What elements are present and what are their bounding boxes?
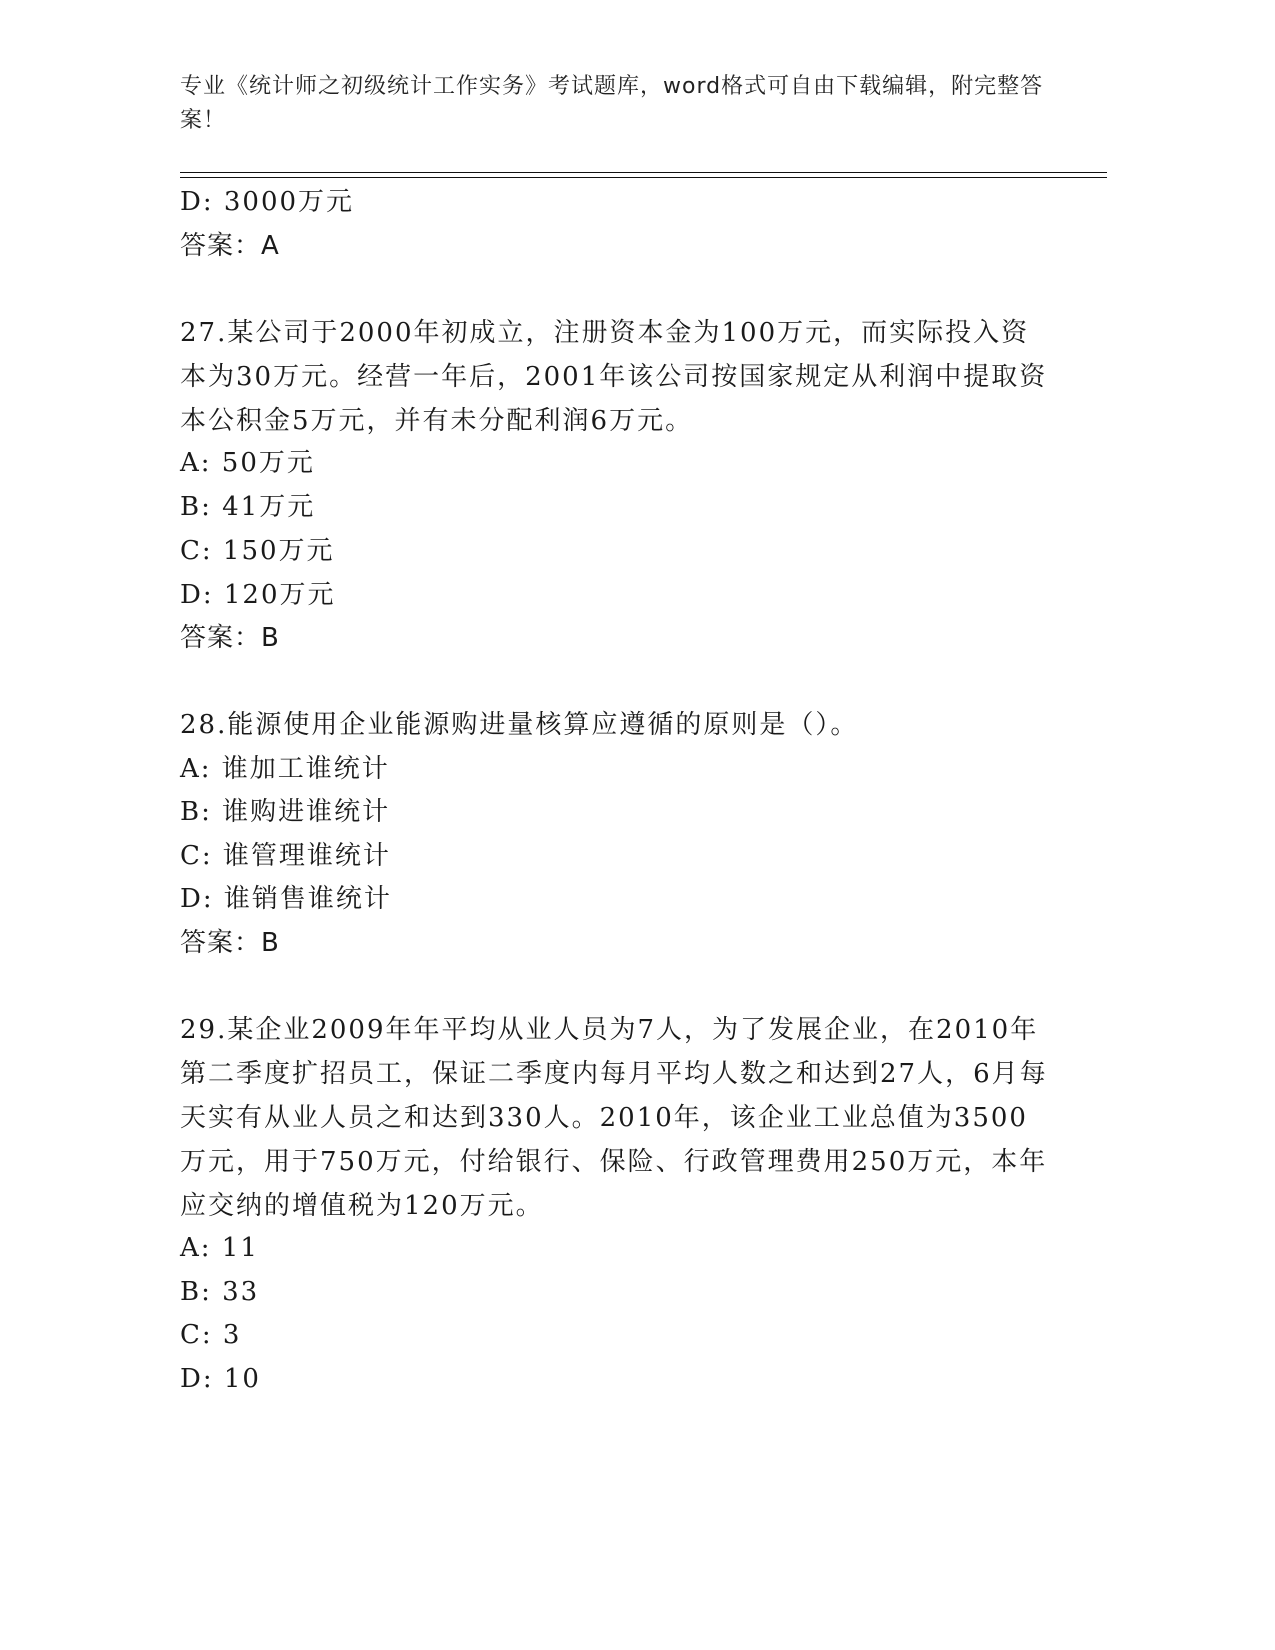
question-29-stem: 29.某企业2009年年平均从业人员为7人，为了发展企业，在2010年第二季度扩招员工，保证二季度内每月平均人数之和达到27人，6月每天实有从业人员之和达到330人。2010年，该企业工业总值为3500万元，用于750万元，付给银行、保险、行政管理费用250万元，本年应交纳的增值税为120万元。 (180, 1015, 1048, 1221)
question-27-option-b: B: 41万元 (180, 492, 316, 522)
page-header: 专业《统计师之初级统计工作实务》考试题库，word格式可自由下载编辑，附完整答案！ (180, 74, 1044, 133)
question-27-option-c: C: 150万元 (180, 536, 335, 566)
question-27-option-d: D: 120万元 (180, 580, 336, 610)
question-29-option-d: D: 10 (180, 1364, 261, 1394)
question-28-option-d: D: 谁销售谁统计 (180, 884, 392, 914)
question-28-stem: 28.能源使用企业能源购进量核算应遵循的原则是（）。 (180, 710, 859, 740)
question-27-stem: 27.某公司于2000年初成立，注册资本金为100万元，而实际投入资本为30万元。经营一年后，2001年该公司按国家规定从利润中提取资本公积金5万元，并有未分配利润6万元。 (180, 318, 1048, 436)
question-28-option-b: B: 谁购进谁统计 (180, 797, 391, 827)
question-29-option-b: B: 33 (180, 1277, 260, 1307)
question-28-option-a: A: 谁加工谁统计 (180, 754, 390, 784)
prev-answer: 答案：A (180, 231, 280, 261)
question-27-option-a: A: 50万元 (180, 448, 315, 478)
header-rule-top (180, 172, 1107, 173)
question-29-option-a: A: 11 (180, 1233, 259, 1263)
question-29-option-c: C: 3 (180, 1320, 242, 1350)
question-28-answer: 答案：B (180, 928, 280, 958)
question-27-answer: 答案：B (180, 623, 280, 653)
question-28-option-c: C: 谁管理谁统计 (180, 841, 391, 871)
prev-option-d: D: 3000万元 (180, 187, 355, 217)
header-rule-bottom (180, 177, 1107, 178)
